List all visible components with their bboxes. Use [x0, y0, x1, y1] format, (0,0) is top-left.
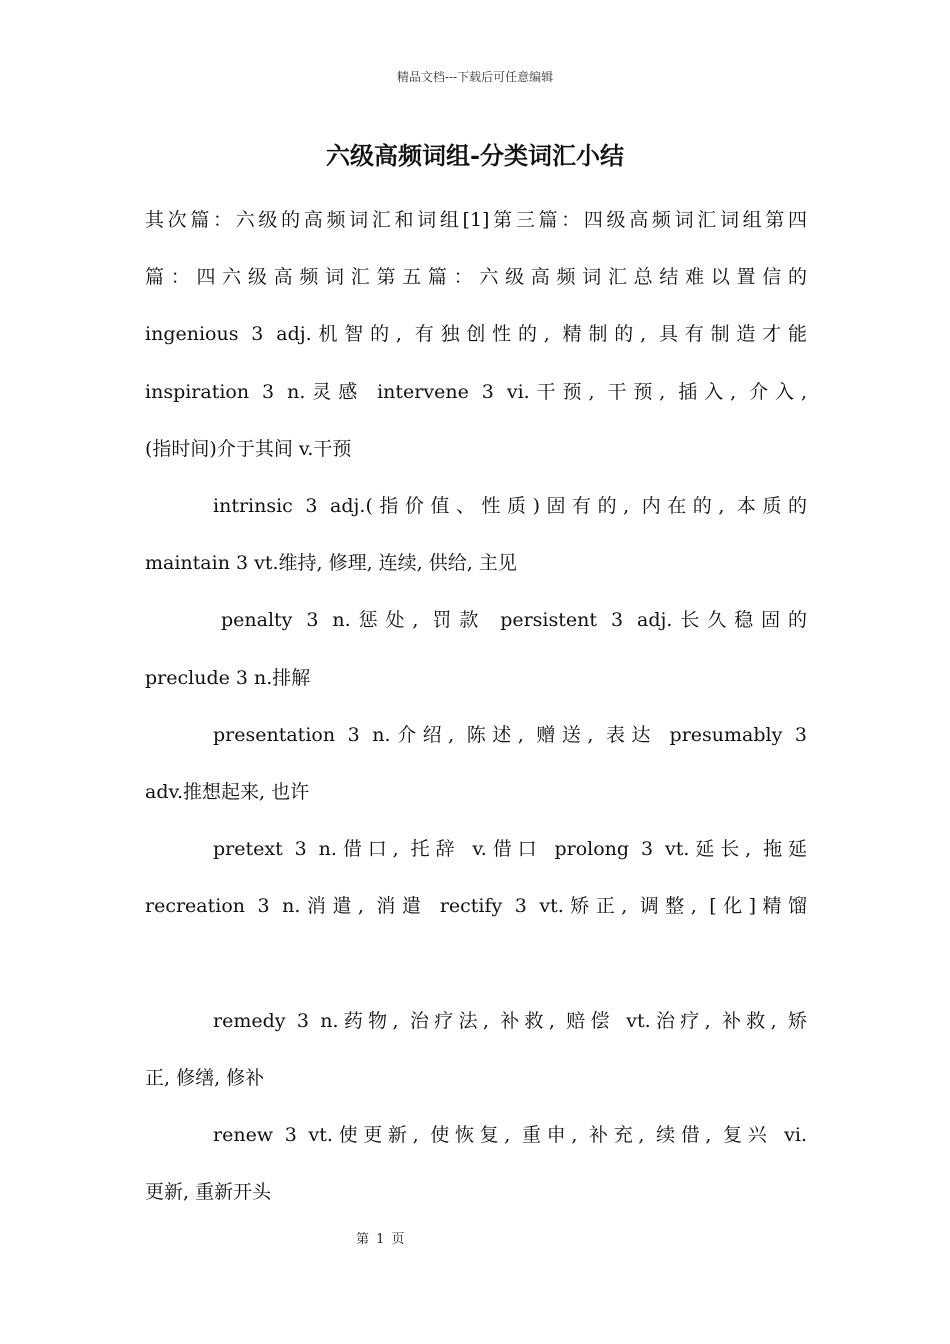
text-line: adv.推想起来, 也许	[145, 780, 310, 803]
text-line: ingenious 3 adj.机智的, 有独创性的, 精制的, 具有制造才能	[145, 323, 807, 346]
text-line: preclude 3 n.排解	[145, 666, 311, 689]
text-line: recreation 3 n.消遣, 消遣 rectify 3 vt.矫正, 调整, [化]精馏	[145, 895, 807, 918]
text-line: 篇：四六级高频词汇第五篇：六级高频词汇总结难以置信的	[145, 266, 807, 289]
text-line: 其次篇：六级的高频词汇和词组[1]第三篇：四级高频词汇词组第四	[145, 209, 807, 231]
text-line: maintain 3 vt.维持, 修理, 连续, 供给, 主见	[145, 552, 517, 575]
text-line: penalty 3 n.惩处, 罚款 persistent 3 adj.长久稳固的	[221, 609, 807, 632]
body-text	[145, 192, 807, 1221]
text-line: remedy 3 n.药物, 治疗法, 补救, 赔偿 vt.治疗, 补救, 矫	[213, 1009, 807, 1032]
text-line: inspiration 3 n.灵感 intervene 3 vi.干预, 干预, 插入, 介入,	[145, 380, 807, 403]
page-number: 第 1 页	[356, 1232, 405, 1247]
text-line: intrinsic 3 adj.(指价值、性质)固有的, 内在的, 本质的	[213, 494, 807, 517]
blank-line	[145, 935, 807, 992]
text-line: 更新, 重新开头	[145, 1181, 272, 1204]
text-line: renew 3 vt.使更新, 使恢复, 重申, 补充, 续借, 复兴 vi.	[213, 1124, 807, 1146]
text-line: 正, 修缮, 修补	[145, 1066, 265, 1089]
text-line: (指时间)介于其间 v.干预	[145, 437, 352, 460]
text-line: pretext 3 n.借口, 托辞 v.借口 prolong 3 vt.延长, 拖延	[213, 838, 807, 861]
text-line: presentation 3 n.介绍, 陈述, 赠送, 表达 presumably 3	[213, 723, 807, 746]
document-title: 六级高频词组-分类词汇小结	[326, 141, 624, 170]
header-note: 精品文档---下载后可任意编辑	[396, 70, 554, 84]
